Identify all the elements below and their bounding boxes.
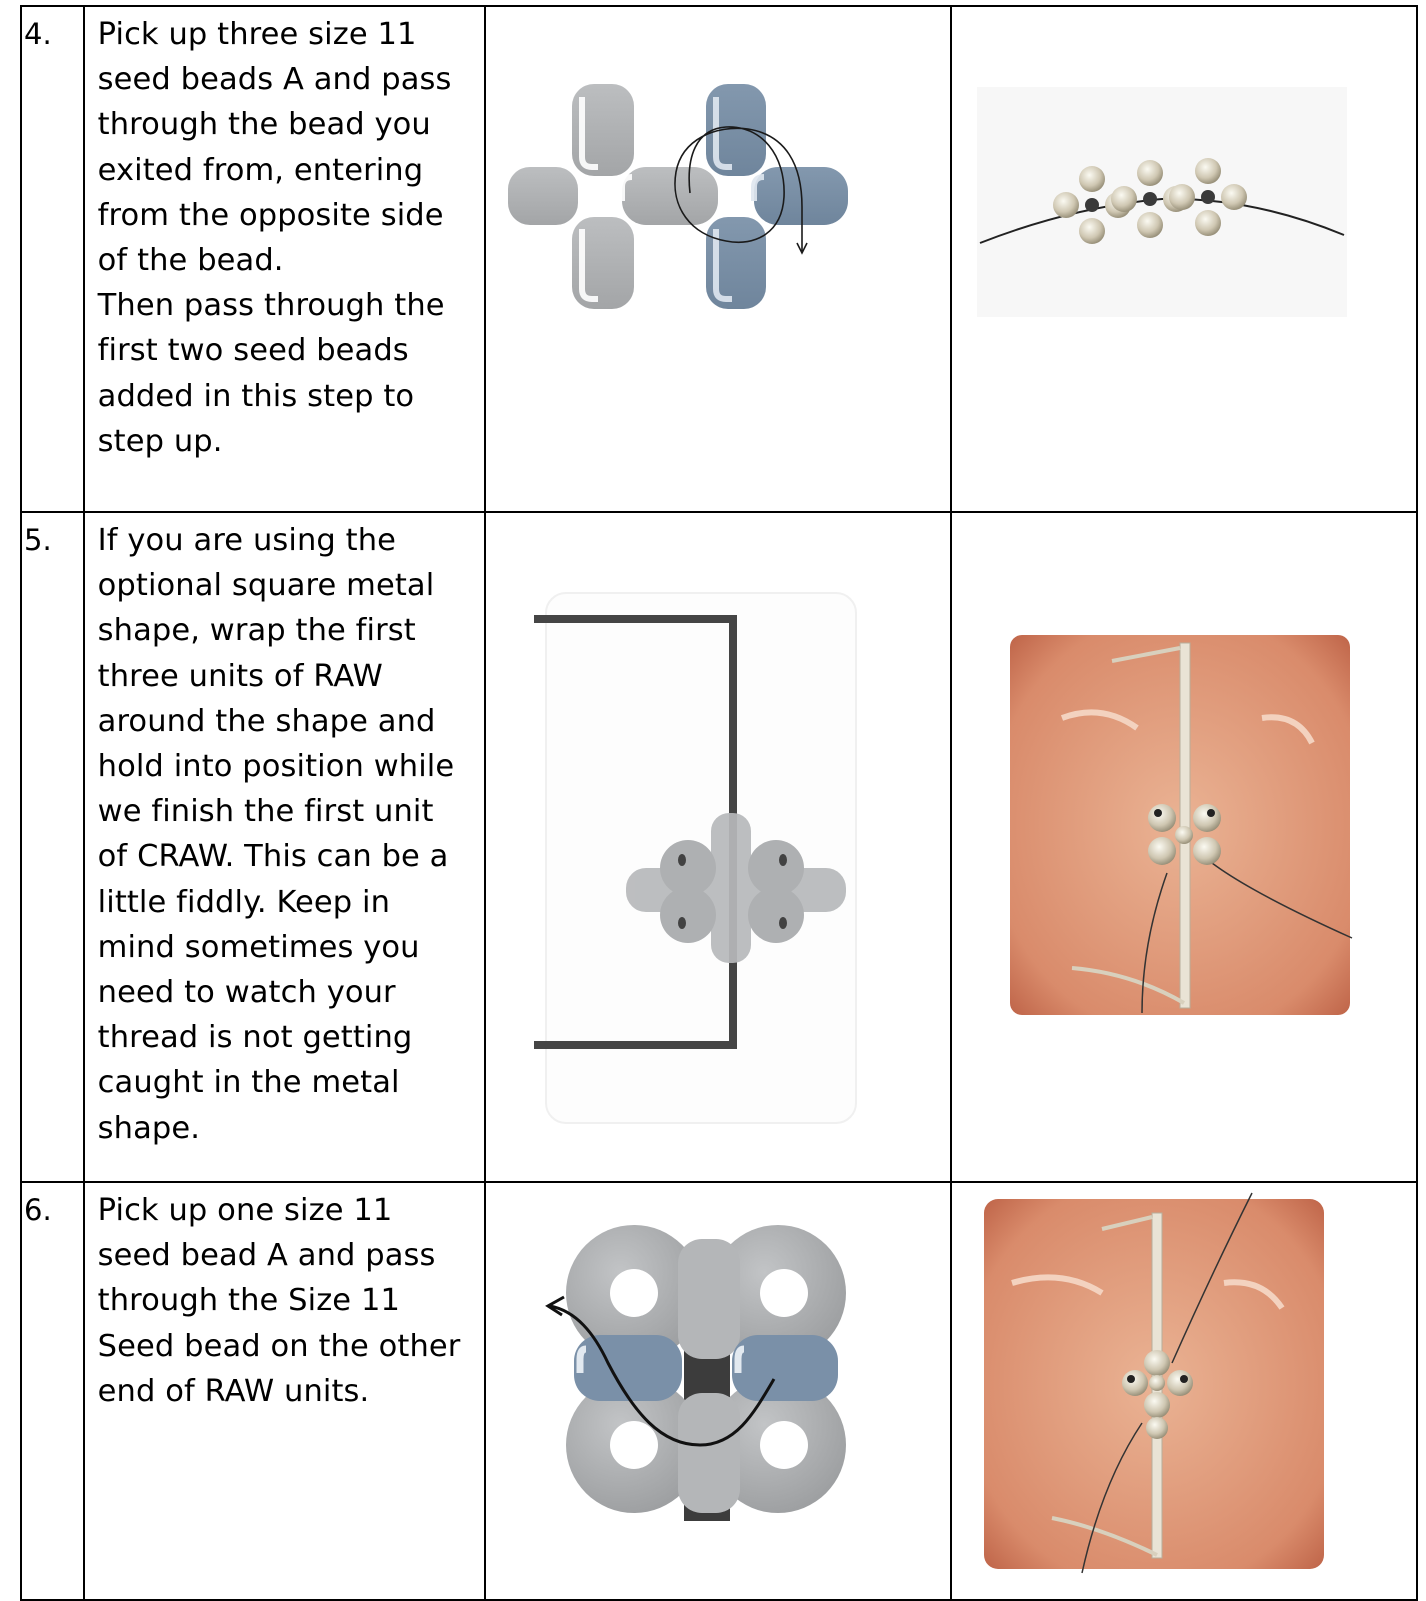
instruction-line: around the shape and bbox=[97, 703, 436, 739]
instruction-line: through the bead you bbox=[97, 107, 431, 143]
step-instructions bbox=[84, 1182, 485, 1600]
instruction-line: Pick up one size 11 bbox=[97, 1193, 393, 1228]
instruction-table bbox=[20, 5, 1418, 1601]
instruction-line: thread is not getting bbox=[97, 1020, 413, 1056]
instruction-line: mind sometimes you bbox=[97, 929, 420, 965]
instruction-line: first two seed beads bbox=[97, 333, 409, 369]
bead-hole bbox=[760, 1421, 808, 1469]
instruction-line: seed beads A and pass bbox=[97, 62, 452, 98]
beading-diagram-step-6 bbox=[486, 1183, 945, 1589]
step-instructions bbox=[84, 512, 485, 1182]
instruction-line: optional square metal bbox=[97, 568, 435, 604]
bead-top-center bbox=[678, 1239, 740, 1359]
instruction-line: of the bead. bbox=[97, 243, 284, 279]
beadwork-photo-step-4 bbox=[952, 7, 1411, 501]
instruction-line: three units of RAW bbox=[97, 658, 383, 694]
bead-left-gray bbox=[508, 167, 578, 225]
instruction-line: step up. bbox=[97, 423, 223, 459]
instruction-line: need to watch your bbox=[97, 975, 396, 1011]
step-row-6 bbox=[21, 1182, 1417, 1600]
instruction-line: caught in the metal bbox=[97, 1065, 400, 1101]
instruction-line: Pick up three size 11 bbox=[97, 17, 417, 52]
bead-right-gray bbox=[622, 167, 718, 225]
step-diagram bbox=[485, 1182, 951, 1600]
instruction-line: If you are using the bbox=[97, 523, 396, 558]
beadwork-photo-step-6 bbox=[952, 1183, 1411, 1589]
bead-hole bbox=[610, 1269, 658, 1317]
instruction-line: end of RAW units. bbox=[97, 1373, 370, 1409]
step-row-5 bbox=[21, 512, 1417, 1182]
bead-right-blue bbox=[732, 1335, 838, 1401]
bead-left-blue bbox=[574, 1335, 682, 1401]
step-photo bbox=[951, 512, 1417, 1182]
instruction-line: shape. bbox=[97, 1110, 201, 1146]
step-diagram bbox=[485, 512, 951, 1182]
instruction-line: exited from, entering bbox=[97, 152, 424, 188]
instruction-line: seed bead A and pass bbox=[97, 1238, 436, 1274]
instruction-line: hold into position while bbox=[97, 749, 455, 785]
instruction-line: through the Size 11 bbox=[97, 1283, 400, 1319]
photo-background bbox=[977, 87, 1347, 317]
instruction-line: added in this step to bbox=[97, 378, 415, 414]
step-photo bbox=[951, 6, 1417, 512]
step-number: 5. bbox=[21, 512, 84, 1182]
instruction-line: little fiddly. Keep in bbox=[97, 884, 391, 920]
step-photo bbox=[951, 1182, 1417, 1600]
bead-hole bbox=[760, 1269, 808, 1317]
instruction-line: from the opposite side bbox=[97, 197, 444, 233]
metal-bar bbox=[1180, 643, 1190, 1008]
instruction-line: Then pass through the bbox=[97, 288, 445, 324]
instruction-line: shape, wrap the first bbox=[97, 613, 416, 649]
step-number: 6. bbox=[21, 1182, 84, 1600]
step-instructions bbox=[84, 6, 485, 512]
beadwork-photo-step-5 bbox=[952, 513, 1411, 1171]
step-number: 4. bbox=[21, 6, 84, 512]
instruction-line: of CRAW. This can be a bbox=[97, 839, 449, 875]
step-row-4 bbox=[21, 6, 1417, 512]
step-diagram bbox=[485, 6, 951, 512]
beading-diagram-step-4 bbox=[486, 7, 945, 501]
bead-hole bbox=[610, 1421, 658, 1469]
beading-diagram-step-5 bbox=[486, 513, 945, 1171]
instruction-line: we finish the first unit bbox=[97, 794, 434, 830]
instruction-line: Seed bead on the other bbox=[97, 1328, 461, 1364]
bead-bottom-center bbox=[678, 1393, 740, 1513]
